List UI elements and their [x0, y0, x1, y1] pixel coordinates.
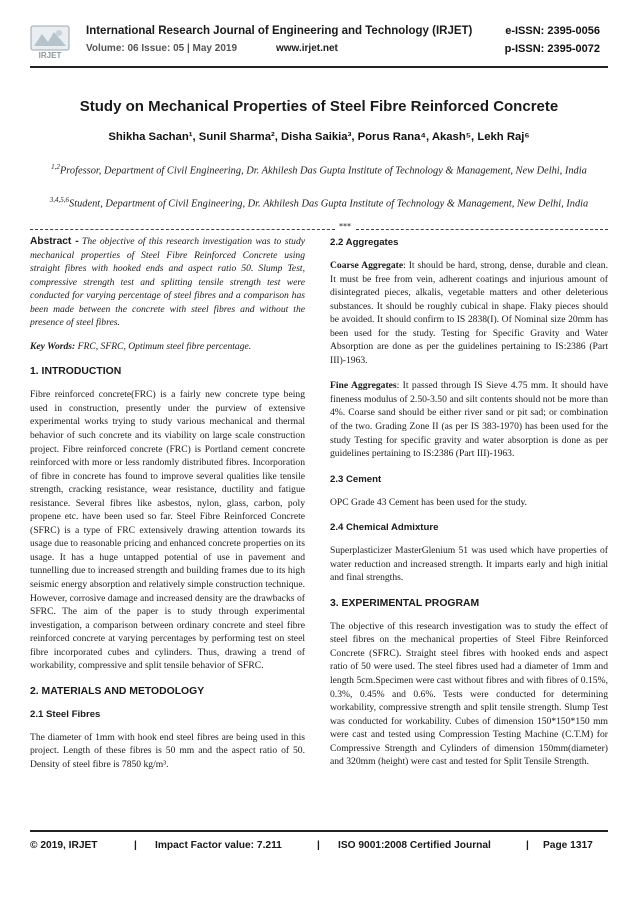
- footer-separator: |: [317, 840, 320, 851]
- paper-title: Study on Mechanical Properties of Steel Fibre Reinforced Concrete: [79, 98, 559, 115]
- header-rule: [30, 66, 608, 68]
- divider-dash-left: [30, 229, 335, 230]
- affiliation-professors: [30, 160, 608, 178]
- affiliation-text: Professor, Department of Civil Engineering, Dr. Akhilesh Das Gupta Institute of Technology & Management, New Delhi, India: [59, 165, 587, 177]
- steel-fibres-text: The diameter of 1mm with hook end steel fibres are being used in this project. Length of these fibres is 50 mm and the aspect ratio of 50. Density of steel fibre is 7850 kg/m³.: [30, 731, 305, 770]
- divider-stars: ***: [339, 222, 351, 231]
- irjet-logo-icon: [30, 24, 70, 60]
- journal-website[interactable]: www.irjet.net: [276, 43, 338, 54]
- abstract-text: The objective of this research investigation was to study mechanical properties of Steel Fibre Reinforced Concrete using straight fibres with hooked ends and aspect ratio 50. Slump Test, compressive strength test and splitting tensile strength test were conducted for varying percentage of steel fibres and a comparison has been made between the concrete with steel fibres and without the presence of steel fibres.: [30, 236, 306, 329]
- heading-materials: 2. MATERIALS AND METODOLOGY: [30, 685, 205, 697]
- journal-name: International Research Journal of Engineering and Technology (IRJET): [86, 25, 473, 37]
- keywords: [30, 340, 305, 354]
- fine-aggregate-label: Fine Aggregates: [330, 380, 397, 392]
- abstract: [30, 235, 305, 330]
- section-divider: [30, 222, 608, 235]
- footer-page-number: Page 1317: [543, 840, 593, 851]
- heading-chemical-admixture: 2.4 Chemical Admixture: [330, 522, 439, 534]
- footer-separator: |: [134, 840, 137, 851]
- cement-text: OPC Grade 43 Cement has been used for the study.: [330, 496, 528, 508]
- heading-steel-fibres: 2.1 Steel Fibres: [30, 708, 101, 720]
- heading-experimental-program: 3. EXPERIMENTAL PROGRAM: [330, 597, 480, 609]
- keywords-text: FRC, SFRC, Optimum steel fibre percentage.: [75, 340, 252, 352]
- e-issn: e-ISSN: 2395-0056: [505, 25, 600, 37]
- page-header: [0, 0, 638, 80]
- affiliation-marker: 1,2: [51, 163, 60, 171]
- p-issn: p-ISSN: 2395-0072: [504, 43, 600, 55]
- affiliation-students: [30, 193, 608, 211]
- experimental-program-text: The objective of this research investigation was to study the effect of steel fibres on the mechanical properties of Steel Fibre Reinforced Concrete (SFRC). Straight steel fibres with hooked ends and aspect ratio of 50 were used. The steel fibres used had a diameter of 1mm and length 5cm.Specimen were cast without fibres and with fibres of 0.15%, 0.3%, 0.45% and 0.6%. Tests were conducted for determining workability, compressive strength and split tensile strength. Slump Test was conducted for workability. Cubes of dimension 150*150*150 mm were cast and tested using Compression Testing Machine (C.T.M) for Compressive Strength and Cylinders of dimension 150mm(diameter) and 320mm (height) were cast and tested for Split Tensile Strength.: [330, 620, 608, 768]
- coarse-aggregate-text: : It should be hard, strong, dense, durable and clean. It must be free from vein, adherent coatings and injurious amount of disintegrated pieces, alkalis, vegetable matters and other deleterious substances. It should be roughly cubical in shape. Flaky pieces should be avoided. It should confirm to IS 2838(I). Of Nominal size 20mm has been used for the study. Testing for Specific Gravity and Water Absorption are done as per the guidelines pertaining to IS:2386 (Part III)-1963.: [330, 260, 608, 366]
- volume-issue: Volume: 06 Issue: 05 | May 2019: [86, 43, 238, 54]
- introduction-text: Fibre reinforced concrete(FRC) is a fairly new concrete type being used in construction, presently under the purview of extensive experimental works trying to study various mechanical and thermal behavior of such concrete and its viability on large scale construction project. Fibre reinforced concrete (FRC) is Portland cement concrete reinforced with more or less randomly distributed fibres. Incorporation of fibre in concrete has found to improve several qualities like tensile strength, cracking resistance, wear resistance, ductility and fatigue resistance. Several fibres like asbestos, nylon, glass, carbon, poly propene etc. have been used so far. Steel Fibre Reinforced Concrete (SFRC) is a type of FRC extensively drawing attention towards its usage due to reasonable pricing and enhanced concrete properties on its usage. It has a huge untapped potential of use in pavement and tunnelling due to increased strength and building frames due to its high seismic energy absorption and relatively simple construction technique. However, corrosive damage and increased density are the drawbacks of SFRC. The aim of the paper is to study through experimental investigation, a comparison between ordinary concrete and steel fibre reinforced concrete at varying percentages by performing test on steel fibre incorporated cubes and cylinders. Thus, drawing a trend of workability, compressive and split tensile behavior of SFRC.: [30, 389, 305, 672]
- admixture-text: Superplasticizer MasterGlenium 51 was used which have properties of water reduction and increased strength. It imparts early and high initial and final strengths.: [330, 545, 608, 584]
- affiliation-text: Student, Department of Civil Engineering, Dr. Akhilesh Das Gupta Institute of Technology & Management, New Delhi, India: [69, 198, 589, 210]
- footer-copyright: © 2019, IRJET: [30, 840, 98, 851]
- fine-aggregate: [330, 379, 608, 460]
- coarse-aggregate: [330, 259, 608, 367]
- coarse-aggregate-label: Coarse Aggregate: [330, 260, 404, 271]
- heading-aggregates: 2.2 Aggregates: [330, 237, 399, 248]
- fine-aggregate-text: : It passed through IS Sieve 4.75 mm. It should have fineness modulus of 2.50-3.50 and silt contents should not be more than 4%. Coarse sand should be either river sand or pit sad; or combination of the two. Grading Zone II (as per IS 383-1970) has been used for the study Testing for specific gravity and water absorption is done as per guidelines pertaining to IS:2386 (Part III)-1963.: [330, 380, 608, 460]
- right-column: [330, 236, 608, 769]
- heading-introduction: 1. INTRODUCTION: [30, 366, 122, 378]
- keywords-label: Key Words:: [30, 340, 76, 352]
- footer-iso: ISO 9001:2008 Certified Journal: [338, 840, 491, 851]
- author-list: Shikha Sachan¹, Sunil Sharma², Disha Saikia³, Porus Rana⁴, Akash⁵, Lekh Raj⁶: [108, 131, 530, 143]
- abstract-label: Abstract -: [30, 236, 79, 247]
- heading-cement: 2.3 Cement: [330, 473, 382, 485]
- footer-rule: [30, 830, 608, 832]
- logo-text: IRJET: [38, 51, 62, 60]
- footer-separator: |: [526, 840, 529, 851]
- footer-impact-factor: Impact Factor value: 7.211: [155, 840, 282, 851]
- left-column: [30, 235, 305, 772]
- affiliation-marker: 3,4,5,6: [49, 196, 70, 204]
- divider-dash-right: [356, 229, 608, 230]
